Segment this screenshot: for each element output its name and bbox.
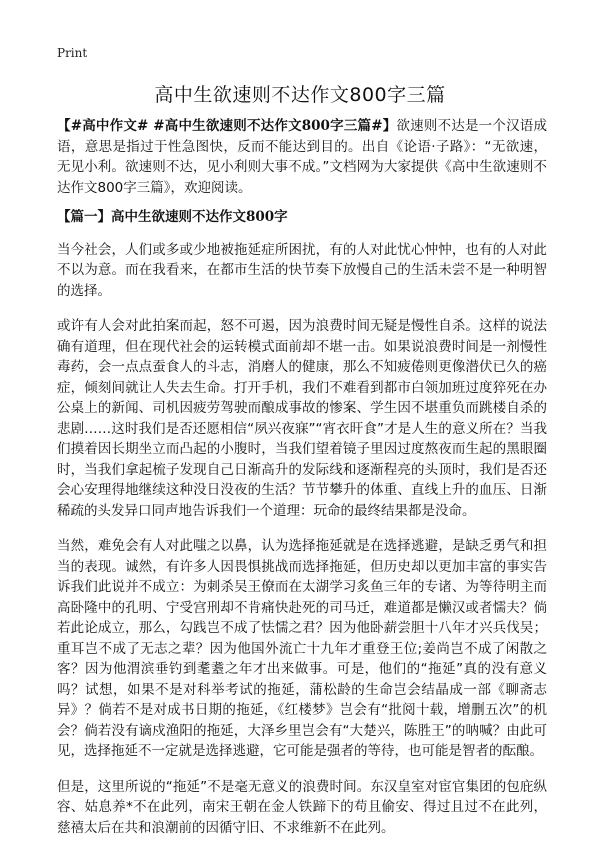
body-paragraph-2: 或许有人会对此拍案而起，怒不可遏，因为浪费时间无疑是慢性自杀。这样的说法确有道理，但在现代社会的运转模式面前却不堪一击。如果说浪费时间是一剂慢性毒药，会一点点蚕食人的斗志，消磨人的健康，那么不知疲倦则更像潜伏已久的癌症，倾刻间就让人失去生命。打开手机，我们不难看到都市白领加班过度猝死在办公桌上的新闻、司机因疲劳驾驶而酿成事故的惨案、学生因不堪重负而跳楼自杀的悲剧……这时我们是否还愿相信“夙兴夜寐”“宵衣旰食”才是人生的意义所在？当我们摸着因长期坐立而凸起的小腹时，当我们望着镜子里因过度熬夜而生起的黑眼圈时，当我们拿起梳子发现自己日渐高升的发际线和逐渐程亮的头顶时，我们是否还会心安理得地继续这种没日没夜的生活？节节攀升的体重、直线上升的血压、日渐稀疏的头发异口同声地告诉我们一个道理：玩命的最终结果都是没命。 bbox=[57, 318, 547, 519]
body-paragraph-1: 当今社会，人们或多或少地被拖延症所困扰，有的人对此忧心忡忡，也有的人对此不以为意。而在我看来，在都市生活的快节奏下放慢自己的生活未尝不是一种明智的选择。 bbox=[57, 241, 547, 299]
document-title: 高中生欲速则不达作文800字三篇 bbox=[154, 84, 446, 106]
body-paragraph-4: 但是，这里所说的“拖延”不是毫无意义的浪费时间。东汉皇室对宦官集团的包庇纵容、姑息养*不在此列，南宋王朝在金人铁蹄下的苟且偷安、得过且过不在此列，慈禧太后在共和浪潮前的因循守旧、不求维新不在此列。 bbox=[57, 778, 547, 836]
intro-tag: 【#高中作文# #高中生欲速则不达作文800字三篇#】 bbox=[57, 118, 397, 134]
print-label[interactable]: Print bbox=[57, 46, 88, 60]
intro-paragraph bbox=[57, 116, 547, 198]
document-body bbox=[57, 116, 547, 853]
section-heading: 【篇一】高中生欲速则不达作文800字 bbox=[57, 209, 288, 225]
body-paragraph-3: 当然，难免会有人对此嗤之以鼻，认为选择拖延就是在选择逃避，是缺乏勇气和担当的表现。诚然，有许多人因畏惧挑战而选择拖延，但历史却以更加丰富的事实告诉我们此说并不成立：为刺杀吴王僚而在太湖学习炙鱼三年的专诸、为等待明主而高卧隆中的孔明、宁受宫刑却不肯痛快赴死的司马迁，难道都是懒汉或者懦夫？倘若此论成立，那么，勾践岂不成了怯懦之君？因为他卧薪尝胆十八年才兴兵伐吴；重耳岂不成了无志之辈？因为他国外流亡十九年才重登王位;姜尚岂不成了闲散之客？因为他渭滨垂钓到耄耋之年才出来做事。可是，他们的“拖延”真的没有意义吗？试想，如果不是对科举考试的拖延，蒲松龄的生命岂会结晶成一部《聊斋志异》？倘若不是对成书日期的拖延，《红楼梦》岂会有“批阅十载，增删五次”的机会？倘若没有谪戍渔阳的拖延，大泽乡里岂会有“大楚兴，陈胜王”的呐喊？由此可见，选择拖延不一定就是选择逃避，它可能是强者的等待，也可能是智者的酝酿。 bbox=[57, 538, 547, 759]
intro-text: 欲速则不达是一个汉语成语，意思是指过于性急图快，反而不能达到目的。出自《论语·子路》：“无欲速，无见小利。欲速则不达，见小利则大事不成。”文档网为大家提供《高中生欲速则不达作文800字三篇》，欢迎阅读。 bbox=[57, 118, 547, 196]
